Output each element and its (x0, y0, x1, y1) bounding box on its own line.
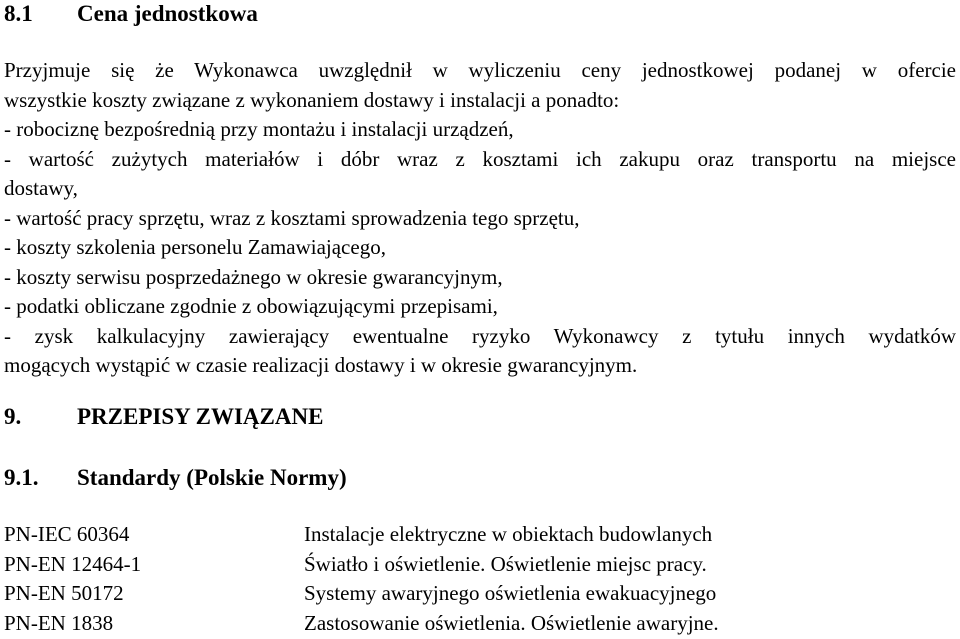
paragraph-line: - koszty serwisu posprzedażnego w okresie gwarancyjnym, (4, 264, 503, 289)
section-9-1-title: Standardy (Polskie Normy) (77, 465, 347, 490)
paragraph-line: - podatki obliczane zgodnie z obowiązującymi przepisami, (4, 294, 498, 318)
section-9-title: PRZEPISY ZWIĄZANE (77, 404, 324, 429)
standard-description: Zastosowanie oświetlenia. Oświetlenie awaryjne. (304, 610, 719, 635)
section-9-1-heading (4, 464, 347, 492)
paragraph-line: dostawy, (4, 176, 78, 200)
paragraph-line: - robociznę bezpośrednią przy montażu i instalacji urządzeń, (4, 117, 514, 141)
standards-list (4, 520, 956, 638)
section-9-heading (4, 403, 323, 431)
paragraph-line: wszystkie koszty związane z wykonaniem dostawy i instalacji a ponadto: (4, 87, 620, 112)
paragraph-line: Przyjmuje się że Wykonawca uwzględnił w wyliczeniu ceny jednostkowej podanej w ofercie (4, 58, 956, 82)
section-9-number: 9. (4, 404, 22, 429)
section-8-1-heading (4, 0, 258, 28)
section-8-1-number: 8.1 (4, 1, 33, 26)
unit-price-paragraph (4, 56, 956, 381)
standard-row (4, 550, 956, 580)
paragraph-line: - wartość pracy sprzętu, wraz z kosztami sprowadzenia tego sprzętu, (4, 205, 580, 230)
standard-code: PN-EN 12464-1 (4, 551, 142, 576)
standard-code: PN-IEC 60364 (4, 522, 130, 546)
standard-description: Instalacje elektryczne w obiektach budowlanych (304, 522, 713, 546)
standard-row (4, 609, 956, 639)
paragraph-line: mogących wystąpić w czasie realizacji dostawy i w okresie gwarancyjnym. (4, 353, 638, 377)
standard-code: PN-EN 50172 (4, 581, 124, 605)
standard-code: PN-EN 1838 (4, 610, 114, 635)
standard-row (4, 520, 956, 550)
paragraph-line: - zysk kalkulacyjny zawierający ewentualne ryzyko Wykonawcy z tytułu innych wydatków (4, 323, 956, 348)
paragraph-line: - wartość zużytych materiałów i dóbr wraz z kosztami ich zakupu oraz transportu na miejsce (4, 146, 956, 171)
standard-description: Światło i oświetlenie. Oświetlenie miejsc pracy. (304, 551, 707, 576)
standard-row (4, 579, 956, 609)
section-8-1-title: Cena jednostkowa (77, 1, 258, 26)
standard-description: Systemy awaryjnego oświetlenia ewakuacyjnego (304, 581, 717, 605)
section-9-1-number: 9.1. (4, 465, 39, 490)
paragraph-line: - koszty szkolenia personelu Zamawiającego, (4, 235, 386, 259)
